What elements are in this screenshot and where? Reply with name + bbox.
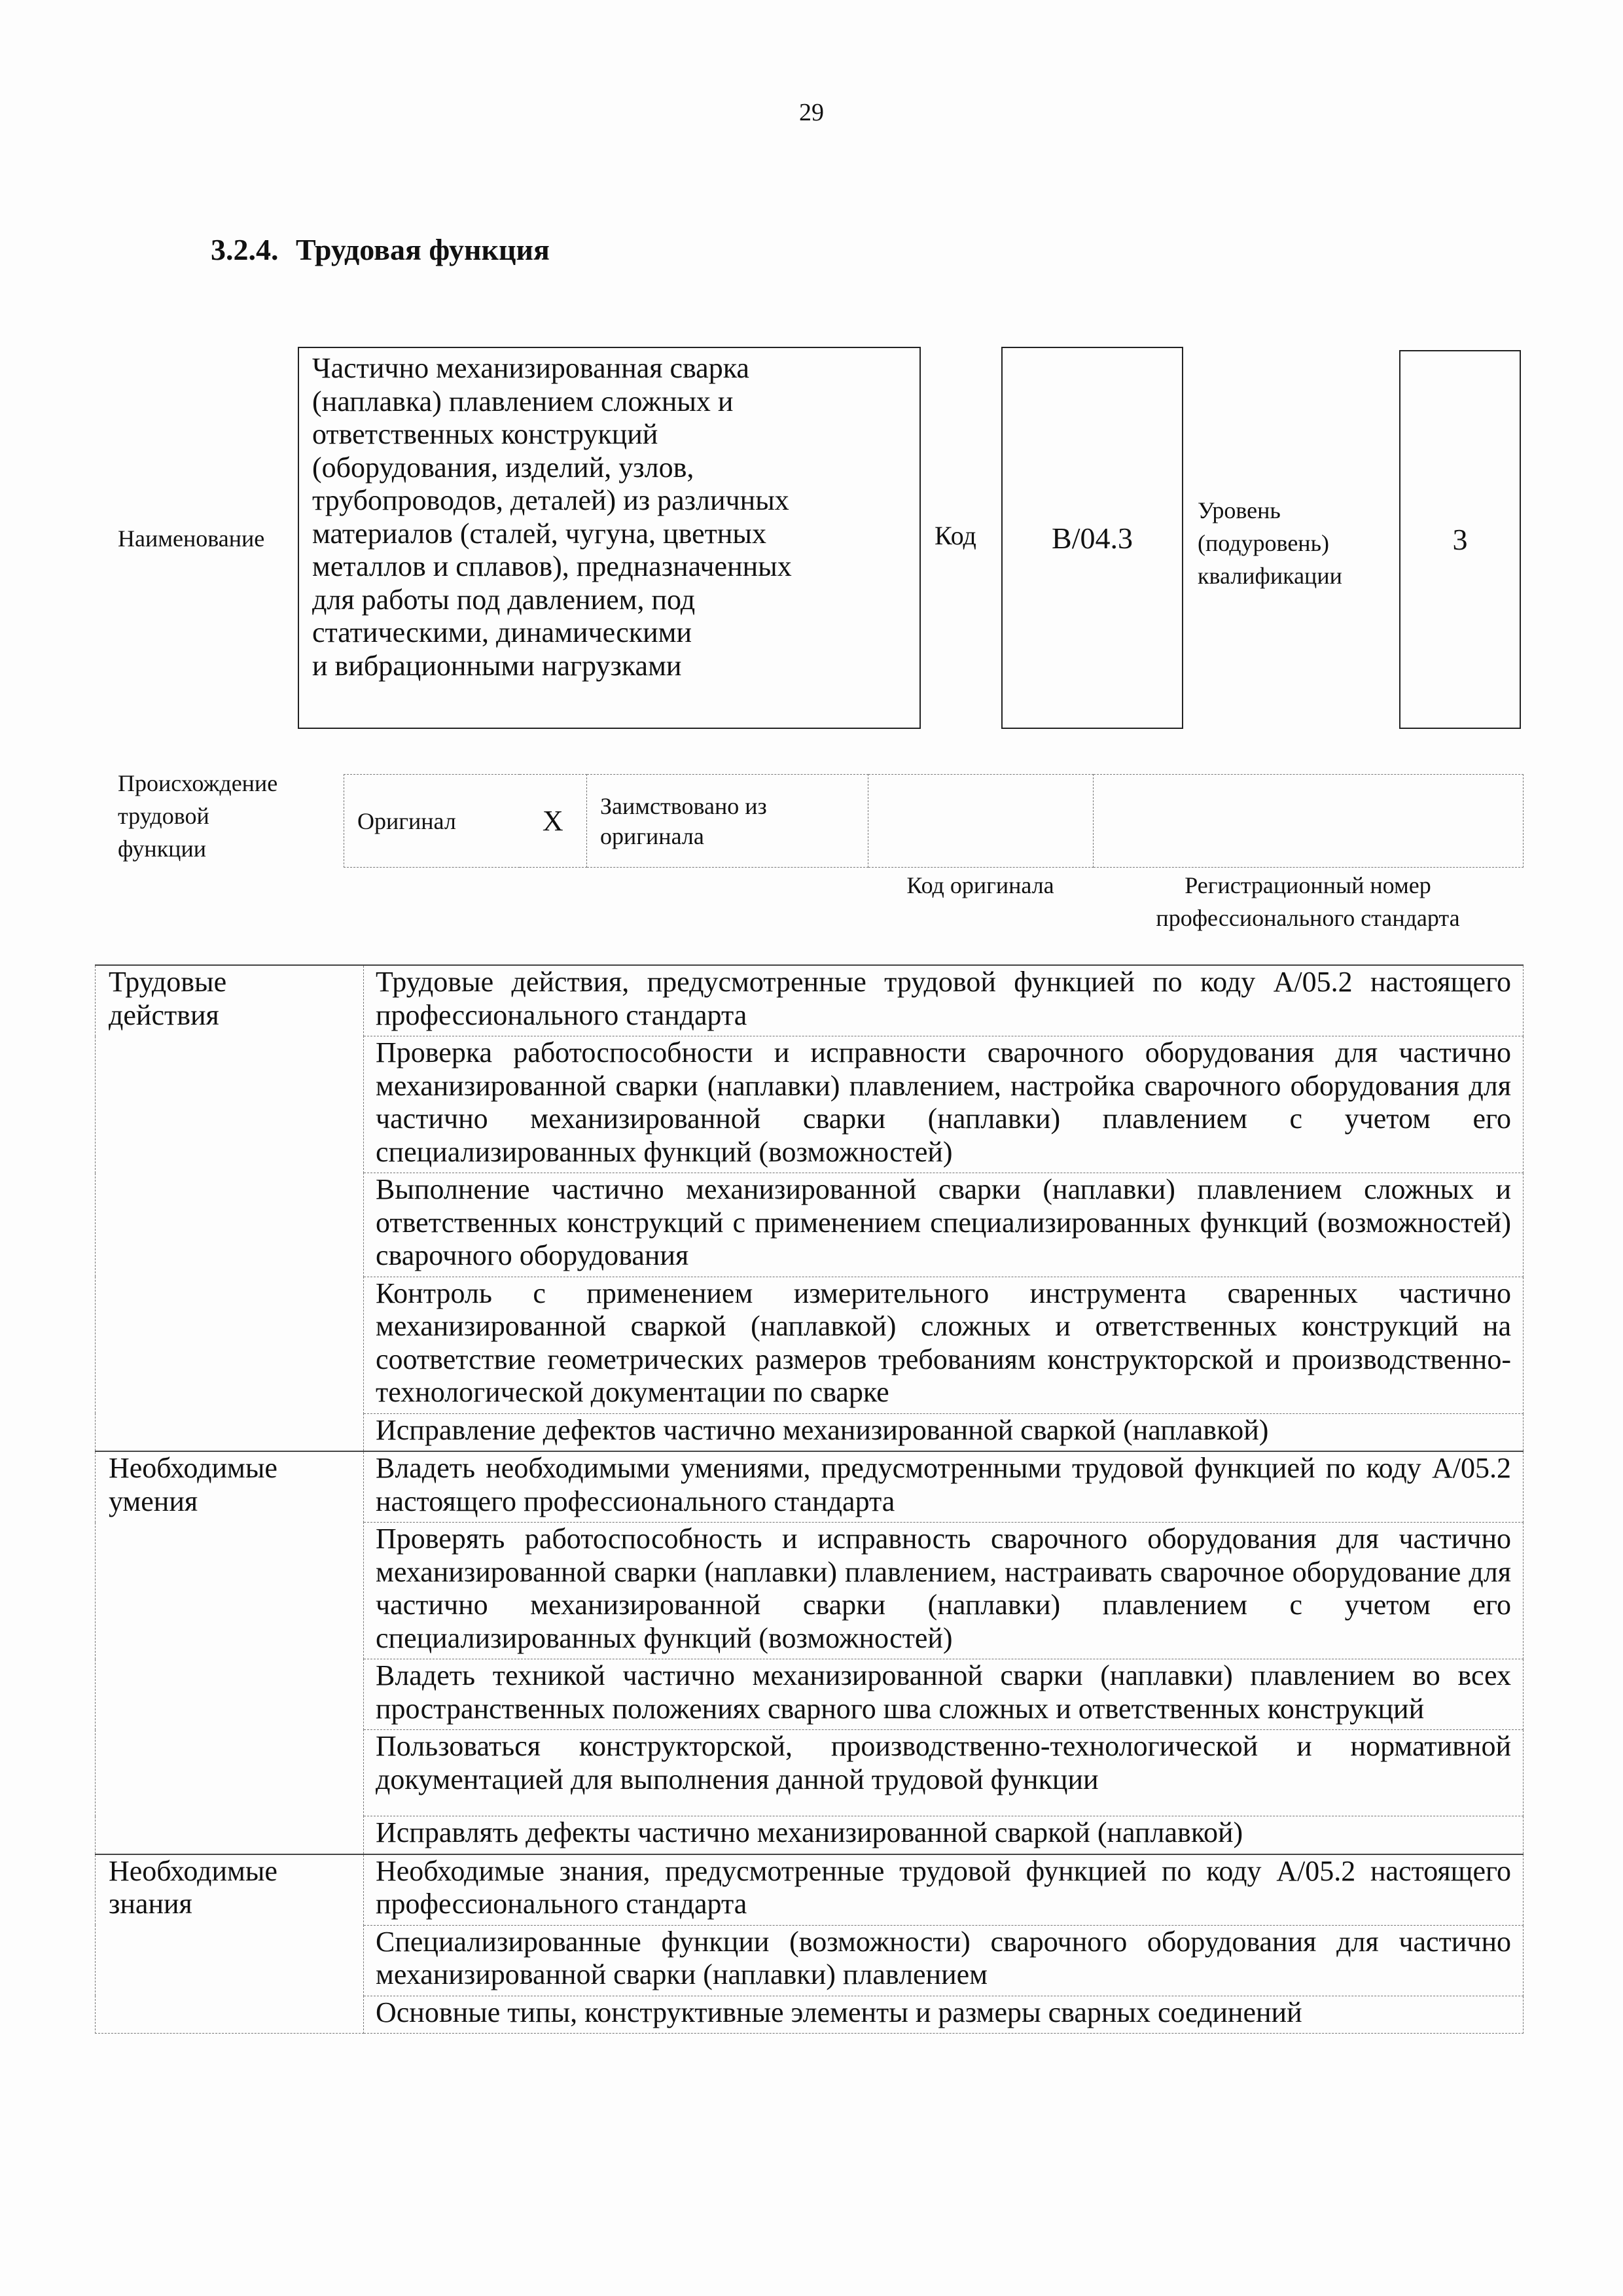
reg-number-caption-line: профессионального стандарта [1156, 905, 1460, 931]
group-title-line: действия [109, 998, 219, 1031]
table-row [96, 965, 1524, 1036]
origin-label-line: трудовой [118, 803, 209, 829]
original-code-cell [868, 775, 1094, 868]
origin-table [344, 774, 1524, 868]
origin-label-line: Происхождение [118, 770, 278, 796]
table-cell: Трудовые действия, предусмотренные трудовой функцией по коду А/05.2 настоящего профессионального стандарта [364, 965, 1524, 1036]
original-code-caption: Код оригинала [906, 872, 1054, 898]
table-cell: Выполнение частично механизированной сварки (наплавки) плавлением сложных и ответственных конструкций с применением специализированных функций (возможностей) сварочного оборудования [364, 1173, 1524, 1277]
characteristics-table [95, 964, 1524, 2034]
section-heading [211, 232, 550, 267]
function-name-line: (оборудования, изделий, узлов, [312, 451, 694, 484]
code-value-box [1001, 347, 1183, 729]
table-cell: Проверять работоспособность и исправность сварочного оборудования для частично механизированной сварки (наплавки) плавлением, настраивать сварочное оборудование для частично механизированной сварки (наплавки) плавлением с учетом его специализированных функций (возможностей) [364, 1523, 1524, 1659]
reg-number-cell [1094, 775, 1524, 868]
function-name-line: для работы под давлением, под [312, 583, 696, 616]
code-label: Код [935, 521, 976, 550]
group-title-line: знания [109, 1888, 192, 1920]
function-name-line: ответственных конструкций [312, 418, 658, 450]
name-label: Наименование [118, 525, 265, 552]
code-value: В/04.3 [1052, 521, 1133, 555]
table-cell: Основные типы, конструктивные элементы и размеры сварных соединений [364, 1996, 1524, 2034]
function-name-line: металлов и сплавов), предназначенных [312, 550, 792, 582]
table-cell: Владеть техникой частично механизированной сварки (наплавки) плавлением во всех пространственных положениях сварного шва сложных и ответственных конструкций [364, 1659, 1524, 1730]
group-title-line: Необходимые [109, 1452, 277, 1484]
table-cell: Пользоваться конструкторской, производственно-технологической и нормативной документацией для выполнения данной трудовой функции [364, 1730, 1524, 1816]
level-label-line: квалификации [1198, 563, 1342, 589]
function-name-line: и вибрационными нагрузками [312, 649, 682, 682]
original-label: Оригинал [344, 775, 520, 868]
function-name-line: (наплавка) плавлением сложных и [312, 385, 734, 417]
original-mark: X [520, 775, 587, 868]
table-row [96, 1854, 1524, 1926]
function-name-line: трубопроводов, деталей) из различных [312, 484, 789, 516]
table-cell: Контроль с применением измерительного инструмента сваренных частично механизированной сваркой (наплавкой) сложных и ответственных конструкций на соответствие геометрических размеров требованиям конструкторской и производственно-технологической документации по сварке [364, 1277, 1524, 1413]
group-title-actions [96, 965, 364, 1451]
function-name-line: Частично механизированная сварка [312, 352, 749, 384]
origin-label [118, 767, 277, 865]
function-name-line: статическими, динамическими [312, 616, 692, 648]
level-label-line: (подуровень) [1198, 530, 1329, 556]
table-cell: Исправлять дефекты частично механизированной сваркой (наплавкой) [364, 1816, 1524, 1854]
group-title-line: Необходимые [109, 1854, 277, 1887]
level-value: 3 [1452, 523, 1468, 556]
borrowed-label-line: Заимствовано из [600, 792, 767, 819]
group-title-line: умения [109, 1485, 198, 1517]
table-cell: Необходимые знания, предусмотренные трудовой функцией по коду А/05.2 настоящего профессионального стандарта [364, 1854, 1524, 1926]
reg-number-caption [1093, 869, 1523, 934]
function-name-box [298, 347, 921, 729]
table-cell: Исправление дефектов частично механизированной сваркой (наплавкой) [364, 1413, 1524, 1451]
table-cell: Владеть необходимыми умениями, предусмотренными трудовой функцией по коду А/05.2 настоящего профессионального стандарта [364, 1451, 1524, 1523]
page-number: 29 [799, 99, 824, 126]
function-name-line: материалов (сталей, чугуна, цветных [312, 517, 766, 550]
section-title: Трудовая функция [296, 233, 550, 266]
group-title-skills [96, 1451, 364, 1854]
level-label-line: Уровень [1198, 497, 1281, 523]
level-label [1198, 494, 1342, 592]
group-title-line: Трудовые [109, 966, 227, 998]
borrowed-label-line: оригинала [600, 822, 704, 849]
reg-number-caption-line: Регистрационный номер [1185, 872, 1431, 898]
table-row [96, 1451, 1524, 1523]
table-cell: Проверка работоспособности и исправности сварочного оборудования для частично механизированной сварки (наплавки) плавлением, настройка сварочного оборудования для частично механизированной сварки (наплавки) плавлением с учетом его специализированных функций (возможностей) [364, 1036, 1524, 1173]
group-title-knowledge [96, 1854, 364, 2034]
table-cell: Специализированные функции (возможности) сварочного оборудования для частично механизированной сварки (наплавки) плавлением [364, 1925, 1524, 1996]
section-number: 3.2.4. [211, 233, 279, 266]
borrowed-label [587, 775, 868, 868]
origin-label-line: функции [118, 836, 206, 862]
level-value-box [1399, 350, 1521, 729]
